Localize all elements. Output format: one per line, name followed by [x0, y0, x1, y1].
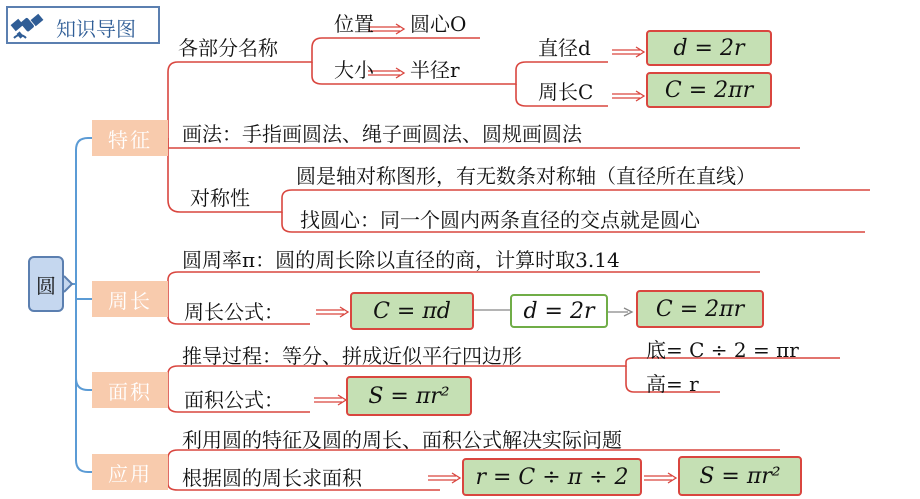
- diameter-label: 直径d: [538, 36, 591, 60]
- area-height: 高= r: [646, 372, 699, 396]
- application-formula-r: r = C ÷ π ÷ 2: [462, 458, 642, 496]
- symmetry-description: 圆是轴对称图形，有无数条对称轴（直径所在直线）: [296, 164, 756, 188]
- perimeter-formula-d-2r: d = 2r: [510, 294, 608, 328]
- size-label: 大小: [334, 58, 374, 82]
- root-arrow-icon: [64, 272, 76, 296]
- application-use: 利用圆的特征及圆的周长、面积公式解决实际问题: [182, 428, 622, 452]
- root-connectors: [64, 138, 92, 472]
- center-label: 圆心O: [410, 12, 467, 36]
- perimeter-formula-c-2pir: C = 2πr: [636, 290, 764, 328]
- diameter-formula-box: d = 2r: [646, 30, 772, 66]
- application-area-from-c: 根据圆的周长求面积: [182, 466, 362, 490]
- symmetry-label: 对称性: [190, 186, 250, 210]
- header-title: 知识导图: [56, 17, 136, 41]
- parts-name: 各部分名称: [178, 36, 278, 60]
- radius-label: 半径r: [410, 58, 460, 82]
- drawing-methods: 画法：手指画圆法、绳子画圆法、圆规画圆法: [182, 122, 582, 146]
- area-derivation: 推导过程：等分、拼成近似平行四边形: [182, 344, 522, 368]
- area-formula-box: S = πr²: [346, 376, 472, 416]
- find-center: 找圆心：同一个圆内两条直径的交点就是圆心: [300, 208, 700, 232]
- satellite-icon: [10, 12, 48, 42]
- root-node: 圆: [28, 256, 64, 312]
- position-label: 位置: [334, 12, 374, 36]
- circumference-formula-box: C = 2πr: [646, 72, 772, 108]
- area-base: 底= C ÷ 2 = πr: [646, 338, 799, 362]
- branch-features: 特征: [92, 120, 168, 156]
- branch-perimeter: 周长: [92, 281, 168, 317]
- area-formula-label: 面积公式：: [184, 388, 284, 412]
- branch-application: 应用: [92, 454, 168, 490]
- circumference-label: 周长C: [538, 80, 594, 104]
- application-formula-s: S = πr²: [678, 456, 802, 496]
- pi-definition: 圆周率π：圆的周长除以直径的商，计算时取3.14: [182, 248, 620, 272]
- branch-area: 面积: [92, 372, 168, 408]
- perimeter-formula-label: 周长公式：: [184, 300, 284, 324]
- perimeter-formula-c-pid: C = πd: [350, 292, 474, 330]
